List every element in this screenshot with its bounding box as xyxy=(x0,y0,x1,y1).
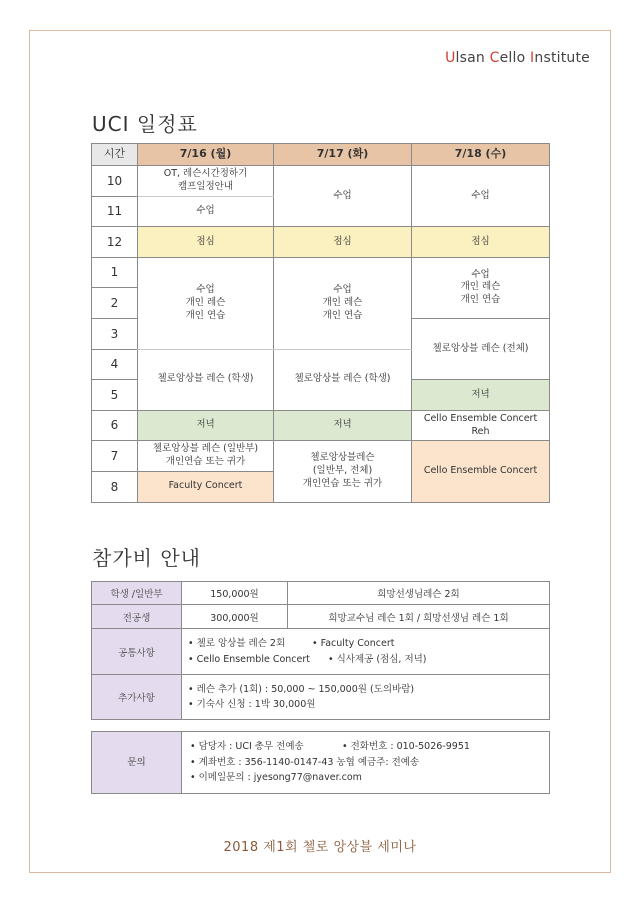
tue-evening xyxy=(274,441,412,502)
contact-email[interactable]: • 이메일문의 : jyesong77@naver.com xyxy=(190,772,362,784)
header-tue: 7/17 (화) xyxy=(274,144,412,166)
wed-rehearsal: Cello Ensemble Concert Reh xyxy=(412,410,550,441)
mon-evening-line2: 개인연습 또는 귀가 xyxy=(165,456,246,468)
hour-6: 6 xyxy=(92,410,138,441)
wed-afternoon xyxy=(412,257,550,318)
mon-dinner: 저녁 xyxy=(138,410,274,441)
header-mon: 7/16 (월) xyxy=(138,144,274,166)
header-time: 시간 xyxy=(92,144,138,166)
fee-common-items xyxy=(182,629,550,675)
brand-word-institute: nstitute xyxy=(534,50,590,66)
hour-7: 7 xyxy=(92,441,138,472)
mon-evening xyxy=(138,441,274,472)
header-wed: 7/18 (수) xyxy=(412,144,550,166)
schedule-table xyxy=(91,143,550,503)
hour-10: 10 xyxy=(92,166,138,197)
extra-item-lesson: • 레슨 추가 (1회) : 50,000 ~ 150,000원 (도의바람) xyxy=(188,683,415,695)
tue-class: 수업 xyxy=(274,166,412,227)
common-item-lesson: • 첼로 앙상블 레슨 2회 xyxy=(188,638,286,650)
fees-table xyxy=(91,581,550,720)
contact-label: 문의 xyxy=(92,732,182,794)
wed-afternoon-line1: 수업 xyxy=(471,268,490,280)
brand-initial-c: C xyxy=(489,50,500,66)
fee-detail-major: 희망교수님 레슨 1회 / 희망선생님 레슨 1회 xyxy=(288,605,550,629)
schedule-title: UCI 일정표 xyxy=(92,112,198,136)
brand-initial-u: U xyxy=(445,50,456,66)
tue-evening-line2: (일반부, 전체) xyxy=(312,465,373,477)
mon-ensemble-lesson: 첼로앙상블 레슨 (학생) xyxy=(138,349,274,410)
tue-afternoon xyxy=(274,257,412,349)
tue-evening-line1: 첼로앙상블레슨 xyxy=(310,452,375,464)
brand-word-cello: ello xyxy=(499,50,531,66)
mon-afternoon xyxy=(138,257,274,349)
mon-concert: Faculty Concert xyxy=(138,471,274,502)
tue-dinner: 저녁 xyxy=(274,410,412,441)
hour-2: 2 xyxy=(92,288,138,319)
wed-concert: Cello Ensemble Concert xyxy=(412,441,550,502)
fee-price-major: 300,000원 xyxy=(182,605,288,629)
fee-label-general: 학생 /일반부 xyxy=(92,582,182,605)
tue-afternoon-line1: 수업 xyxy=(333,283,352,295)
mon-afternoon-line1: 수업 xyxy=(196,283,215,295)
tue-lunch: 점심 xyxy=(274,227,412,258)
hour-8: 8 xyxy=(92,471,138,502)
brand-logo xyxy=(445,50,590,66)
hour-4: 4 xyxy=(92,349,138,380)
common-item-concert: • Cello Ensemble Concert xyxy=(188,653,310,665)
mon-evening-line1: 첼로앙상블 레슨 (일반부) xyxy=(152,443,259,455)
wed-lunch: 점심 xyxy=(412,227,550,258)
fee-common-label: 공통사항 xyxy=(92,629,182,675)
wed-ensemble-lesson: 첼로앙상블 레슨 (전체) xyxy=(412,318,550,379)
fees-title: 참가비 안내 xyxy=(92,546,201,570)
mon-class: 수업 xyxy=(138,196,274,227)
fee-detail-general: 희망선생님레슨 2회 xyxy=(288,582,550,605)
brand-word-ulsan: lsan xyxy=(455,50,490,66)
contact-table xyxy=(91,731,550,794)
contact-manager: • 담당자 : UCI 총무 전예송 xyxy=(190,740,304,752)
wed-dinner: 저녁 xyxy=(412,380,550,411)
hour-3: 3 xyxy=(92,318,138,349)
mon-orientation xyxy=(138,166,274,197)
mon-ot-line1: OT, 레슨시간정하기 xyxy=(163,167,248,179)
contact-phone: • 전화번호 : 010-5026-9951 xyxy=(342,740,470,752)
wed-afternoon-line2: 개인 레슨 xyxy=(460,281,501,293)
mon-lunch: 점심 xyxy=(138,227,274,258)
tue-afternoon-line3: 개인 연습 xyxy=(322,309,363,321)
mon-ot-line2: 캠프일정안내 xyxy=(177,180,234,192)
fee-price-general: 150,000원 xyxy=(182,582,288,605)
hour-5: 5 xyxy=(92,380,138,411)
tue-afternoon-line2: 개인 레슨 xyxy=(322,296,363,308)
fee-extra-label: 추가사항 xyxy=(92,675,182,720)
tue-ensemble-lesson: 첼로앙상블 레슨 (학생) xyxy=(274,349,412,410)
wed-afternoon-line3: 개인 연습 xyxy=(460,294,501,306)
common-item-faculty: • Faculty Concert xyxy=(312,638,395,650)
mon-afternoon-line3: 개인 연습 xyxy=(185,309,226,321)
fee-label-major: 전공생 xyxy=(92,605,182,629)
contact-account: • 계좌번호 : 356-1140-0147-43 농협 예금주: 전예송 xyxy=(190,756,420,768)
mon-afternoon-line2: 개인 레슨 xyxy=(185,296,226,308)
common-item-meals: • 식사제공 (점심, 저녁) xyxy=(328,653,427,665)
wed-class: 수업 xyxy=(412,166,550,227)
fee-extra-items xyxy=(182,675,550,720)
contact-details xyxy=(182,732,550,794)
tue-evening-line3: 개인연습 또는 귀가 xyxy=(302,477,383,489)
footer-title: 2018 제1회 첼로 앙상블 세미나 xyxy=(223,840,417,855)
hour-11: 11 xyxy=(92,196,138,227)
brand-initial-i: I xyxy=(530,50,535,66)
hour-12: 12 xyxy=(92,227,138,258)
hour-1: 1 xyxy=(92,257,138,288)
extra-item-dorm: • 기숙사 신청 : 1박 30,000원 xyxy=(188,699,316,710)
